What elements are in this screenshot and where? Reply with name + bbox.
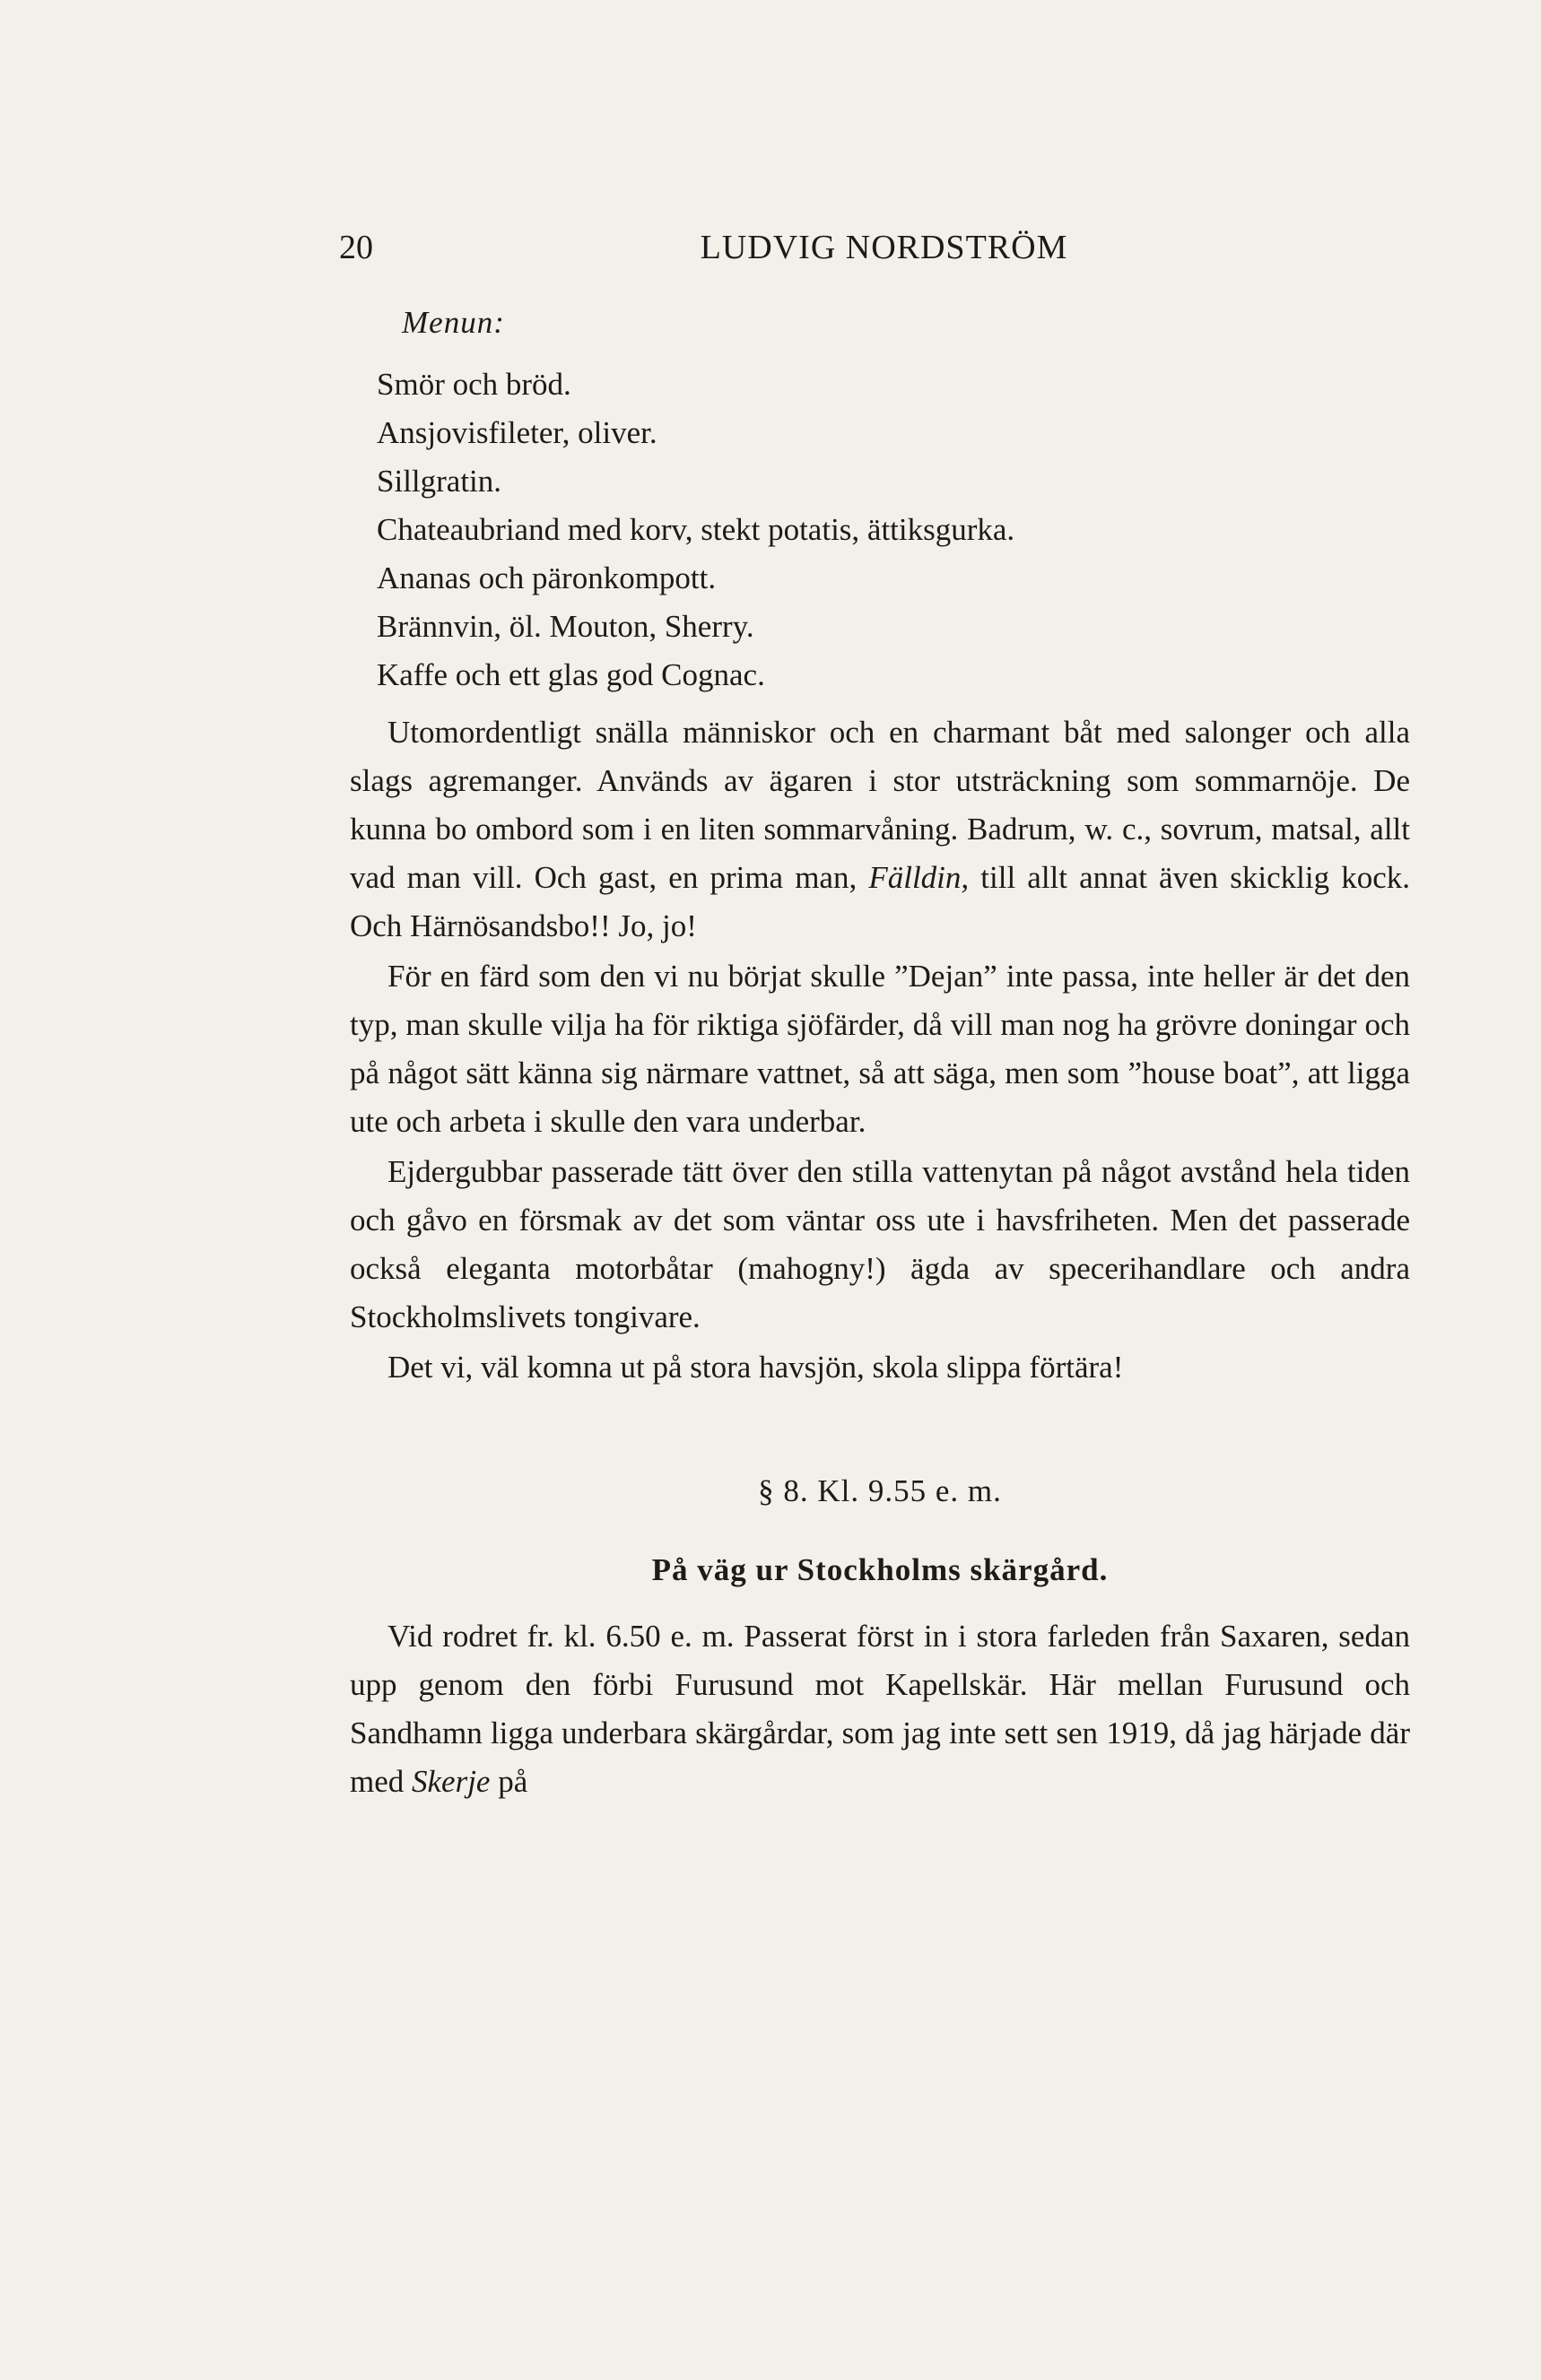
body-text xyxy=(350,708,1410,1808)
section-title: På väg ur Stockholms skärgård. xyxy=(651,1552,1109,1587)
italic-boat-name: Skerje xyxy=(412,1764,491,1799)
menu-item: Sillgratin. xyxy=(377,464,502,499)
paragraph-eider-ducks: Ejdergubbar passerade tätt över den stilla vattenytan på något avstånd hela tiden och gåvo en försmak av det som väntar oss ute i havsfriheten. Men det passerade också eleganta motorbåtar (mahogny!) ägda av specerihandlare och andra Stockholmslivets tongivare. xyxy=(350,1154,1410,1334)
menu-heading: Menun: xyxy=(402,305,505,340)
menu-block xyxy=(339,296,1429,699)
italic-name: Fälldin, xyxy=(868,860,970,895)
paragraph-havsjon: Det vi, väl komna ut på stora havsjön, skola slippa förtära! xyxy=(387,1350,1124,1385)
page-header xyxy=(339,222,1429,273)
section-marker: § 8. Kl. 9.55 e. m. xyxy=(758,1473,1002,1508)
menu-list xyxy=(339,360,1429,699)
paragraph-boat-description xyxy=(350,708,1410,951)
menu-item: Smör och bröd. xyxy=(377,367,571,402)
paragraph-text: Utomordentligt snälla människor och en charmant båt med salonger och alla slags agremanger. Används av ägaren i stor utsträckning som sommarnöje. De kunna bo ombord som i en liten sommarvåning. Badrum, w. c., sovrum, matsal, allt vad man vill. Och gast, en prima man, xyxy=(350,715,1410,895)
paragraph-text: Vid rodret fr. kl. 6.50 e. m. Passerat först in i stora farleden från Saxaren, sedan upp genom den förbi Furusund mot Kapellskär. Här mellan Furusund och Sandhamn ligga underbara skärgårdar, som jag inte sett sen 1919, då jag härjade där med xyxy=(350,1619,1410,1799)
menu-item: Ansjovisfileter, oliver. xyxy=(377,415,657,450)
paragraph-text: på xyxy=(490,1764,528,1799)
running-head: LUDVIG NORDSTRÖM xyxy=(700,229,1068,266)
menu-item: Chateaubriand med korv, stekt potatis, ättiksgurka. xyxy=(377,512,1015,547)
menu-item: Ananas och päronkompott. xyxy=(377,560,717,595)
page-number: 20 xyxy=(339,229,373,266)
paragraph-house-boat: För en färd som den vi nu börjat skulle ”Dejan” inte passa, inte heller är det den typ, man skulle vilja ha för riktiga sjöfärder, då vill man nog ha grövre doningar och på något sätt känna sig närmare vattnet, så att säga, men som ”house boat”, att ligga ute och arbeta i skulle den vara underbar. xyxy=(350,959,1410,1139)
menu-item: Brännvin, öl. Mouton, Sherry. xyxy=(377,609,754,644)
paragraph-text: till allt annat även skicklig kock. Och Härnösandsbo!! Jo, jo! xyxy=(350,860,1410,943)
paragraph-at-the-helm xyxy=(350,1612,1410,1806)
menu-item: Kaffe och ett glas god Cognac. xyxy=(377,657,765,692)
